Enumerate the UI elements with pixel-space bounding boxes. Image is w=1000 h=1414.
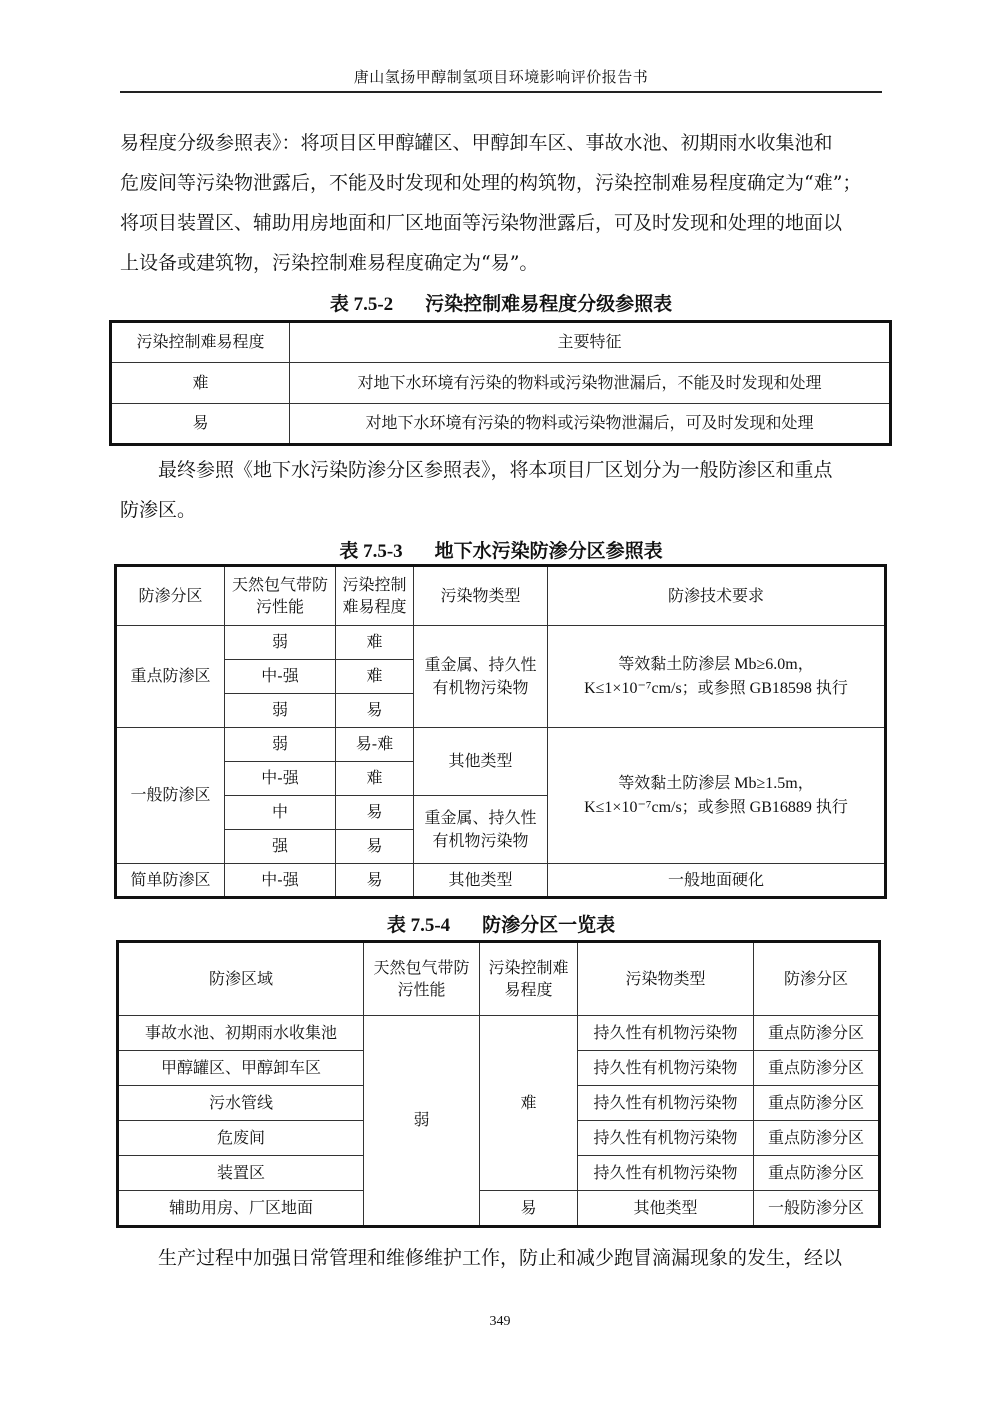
table-header-cell: 防渗技术要求	[548, 566, 886, 626]
table2-number: 表 7.5-3	[339, 541, 403, 562]
header-rule	[120, 91, 882, 93]
table-cell: 易	[336, 694, 414, 728]
table1	[109, 320, 892, 446]
paragraph-line: 将项目装置区、辅助用房地面和厂区地面等污染物泄露后，可及时发现和处理的地面以	[120, 212, 843, 234]
table3	[116, 940, 881, 1228]
table-cell: 难	[111, 363, 290, 404]
table-cell: 易	[336, 830, 414, 864]
table-cell: 易	[336, 864, 414, 898]
table-row	[118, 1016, 880, 1051]
table-header-cell: 主要特征	[290, 322, 891, 363]
table-cell: 甲醇罐区、甲醇卸车区	[118, 1051, 364, 1086]
table-cell: 难	[336, 626, 414, 660]
table-cell: 易-难	[336, 728, 414, 762]
table-row	[111, 404, 891, 445]
table-cell: 一般防渗分区	[754, 1191, 880, 1227]
table-cell: 持久性有机物污染物	[578, 1051, 754, 1086]
table-row	[118, 1191, 880, 1227]
table-cell: 装置区	[118, 1156, 364, 1191]
table-row	[116, 566, 886, 626]
table-header-cell: 天然包气带防污性能	[364, 942, 480, 1016]
table3-number: 表 7.5-4	[386, 915, 451, 936]
table-cell: 辅助用房、厂区地面	[118, 1191, 364, 1227]
table-cell: 重点防渗分区	[754, 1156, 880, 1191]
table-cell: 一般地面硬化	[548, 864, 886, 898]
table-cell: 对地下水环境有污染的物料或污染物泄漏后，可及时发现和处理	[290, 404, 891, 445]
difficulty-cell: 易	[480, 1191, 578, 1227]
table-cell: 持久性有机物污染物	[578, 1086, 754, 1121]
table-header-cell: 防渗分区	[116, 566, 225, 626]
table-cell: 重点防渗分区	[754, 1051, 880, 1086]
page-header: 唐山氢扬甲醇制氢项目环境影响评价报告书	[353, 68, 649, 86]
table-cell: 重点防渗分区	[754, 1016, 880, 1051]
paragraph-line: 易程度分级参照表》：将项目区甲醇罐区、甲醇卸车区、事故水池、初期雨水收集池和	[120, 132, 833, 154]
pollutant-cell: 其他类型	[414, 728, 548, 796]
table2-caption	[110, 536, 892, 563]
table-cell: 中-强	[225, 864, 336, 898]
pollutant-cell: 重金属、持久性有机物污染物	[414, 626, 548, 728]
table-row	[116, 626, 886, 660]
table-header-cell: 污染控制难易程度	[480, 942, 578, 1016]
tech-cell	[548, 728, 886, 864]
table-cell: 强	[225, 830, 336, 864]
zone-cell-general: 一般防渗区	[116, 728, 225, 864]
table3-title: 防渗分区一览表	[482, 914, 616, 936]
zone-cell-key: 重点防渗区	[116, 626, 225, 728]
table-cell: 持久性有机物污染物	[578, 1121, 754, 1156]
pollutant-cell: 重金属、持久性有机物污染物	[414, 796, 548, 864]
table-cell: 易	[111, 404, 290, 445]
table-cell: 难	[336, 762, 414, 796]
table-cell: 中-强	[225, 762, 336, 796]
table-header-cell: 天然包气带防污性能	[225, 566, 336, 626]
table-cell: 中	[225, 796, 336, 830]
table-cell: 危废间	[118, 1121, 364, 1156]
paragraph-1	[120, 123, 882, 283]
table-cell: 弱	[225, 626, 336, 660]
tech-line: 等效黏土防渗层 Mb≥6.0m，	[618, 656, 814, 674]
page-number: 349	[489, 1314, 511, 1329]
paragraph-line: 防渗区。	[120, 499, 197, 521]
difficulty-cell: 难	[480, 1016, 578, 1191]
table-cell: 弱	[225, 694, 336, 728]
table-cell: 难	[336, 660, 414, 694]
table-cell: 中-强	[225, 660, 336, 694]
performance-cell: 弱	[364, 1016, 480, 1227]
table-cell: 持久性有机物污染物	[578, 1156, 754, 1191]
table1-title: 污染控制难易程度分级参照表	[425, 293, 673, 315]
paragraph-line: 生产过程中加强日常管理和维修维护工作，防止和减少跑冒滴漏现象的发生，经以	[158, 1247, 843, 1269]
tech-cell	[548, 626, 886, 728]
table-header-cell: 污染物类型	[578, 942, 754, 1016]
table-header-cell: 污染控制难易程度	[111, 322, 290, 363]
table-cell: 对地下水环境有污染的物料或污染物泄漏后，不能及时发现和处理	[290, 363, 891, 404]
zone-cell-simple: 简单防渗区	[116, 864, 225, 898]
table-cell: 其他类型	[414, 864, 548, 898]
tech-line: 等效黏土防渗层 Mb≥1.5m，	[618, 775, 814, 793]
table-cell: 弱	[225, 728, 336, 762]
paragraph-line: 最终参照《地下水污染防渗分区参照表》，将本项目厂区划分为一般防渗区和重点	[158, 459, 833, 481]
table-cell: 重点防渗分区	[754, 1121, 880, 1156]
table-row	[111, 363, 891, 404]
table-row	[116, 728, 886, 762]
table-cell: 事故水池、初期雨水收集池	[118, 1016, 364, 1051]
table-row	[118, 942, 880, 1016]
table2	[114, 564, 887, 899]
table-header-cell: 污染控制难易程度	[336, 566, 414, 626]
table-cell: 污水管线	[118, 1086, 364, 1121]
table-header-cell: 防渗区域	[118, 942, 364, 1016]
table2-title: 地下水污染防渗分区参照表	[434, 540, 663, 562]
table1-number: 表 7.5-2	[329, 294, 394, 315]
paragraph-3	[120, 1238, 882, 1278]
table-cell: 其他类型	[578, 1191, 754, 1227]
table-header-cell: 防渗分区	[754, 942, 880, 1016]
tech-line: K≤1×10⁻⁷cm/s；或参照 GB16889 执行	[584, 798, 848, 816]
table-row	[111, 322, 891, 363]
table3-caption	[110, 910, 892, 937]
paragraph-line: 危废间等污染物泄露后，不能及时发现和处理的构筑物，污染控制难易程度确定为“难”；	[120, 172, 862, 194]
table-cell: 重点防渗分区	[754, 1086, 880, 1121]
tech-line: K≤1×10⁻⁷cm/s；或参照 GB18598 执行	[584, 679, 848, 697]
paragraph-2	[120, 450, 882, 530]
table-cell: 持久性有机物污染物	[578, 1016, 754, 1051]
table-cell: 易	[336, 796, 414, 830]
table1-caption	[110, 289, 892, 316]
table-header-cell: 污染物类型	[414, 566, 548, 626]
paragraph-line: 上设备或建筑物，污染控制难易程度确定为“易”。	[120, 252, 539, 274]
table-row	[116, 864, 886, 898]
